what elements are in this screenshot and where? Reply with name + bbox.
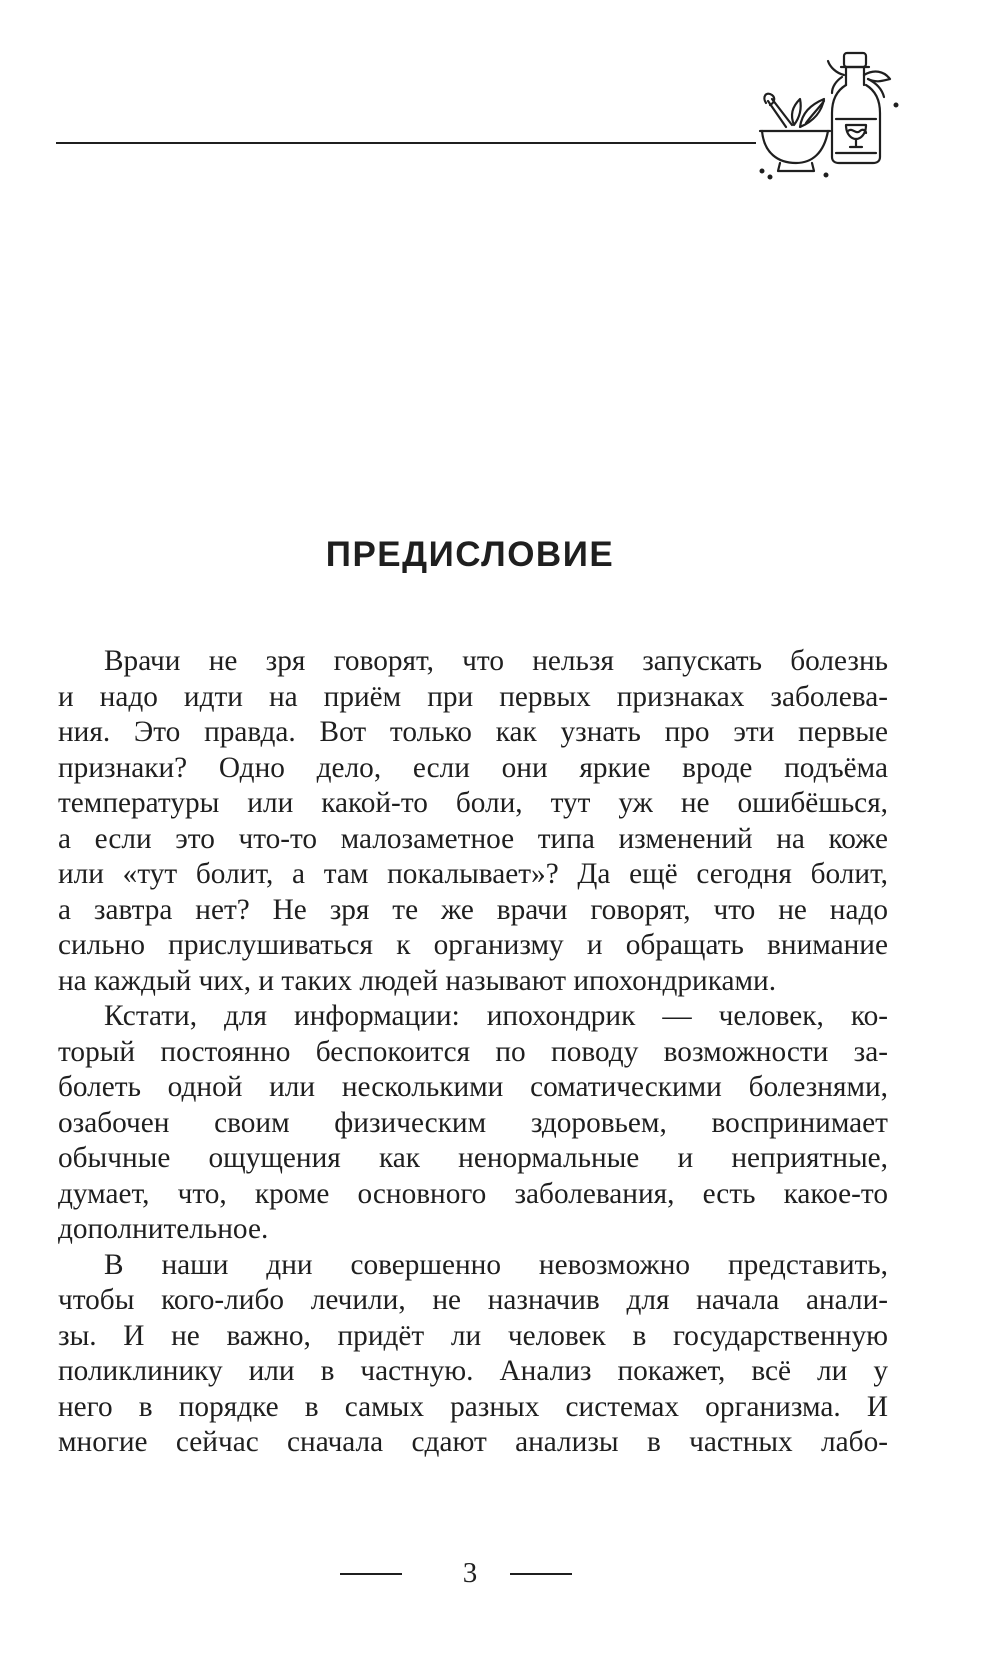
footer-dash-left: [340, 1573, 402, 1575]
paragraph-1: [58, 644, 888, 999]
text-line: Врачи не зря говорят, что нельзя запускать болезнь: [104, 645, 888, 677]
text-line: болеть одной или несколькими соматическими болезнями,: [58, 1071, 888, 1103]
text-line: или «тут болит, а там покалывает»? Да ещё сегодня болит,: [58, 858, 888, 890]
page-footer: [0, 1553, 1000, 1593]
text-line: него в порядке в самых разных системах организма. И: [58, 1390, 888, 1423]
text-line: озабочен своим физическим здоровьем, воспринимает: [58, 1106, 888, 1139]
pharmacy-mortar-and-bottle-icon: [756, 45, 916, 185]
footer-dash-right: [510, 1573, 572, 1575]
text-line: признаки? Одно дело, если они яркие вроде подъёма: [58, 751, 888, 784]
text-line: ния. Это правда. Вот только как узнать про эти первые: [58, 716, 888, 748]
text-line: и надо идти на приём при первых признаках заболева-: [58, 680, 888, 713]
paragraph-3: [58, 1248, 888, 1461]
text-line: а завтра нет? Не зря те же врачи говорят, что не надо: [58, 893, 888, 926]
text-line: Кстати, для информации: ипохондрик — человек, ко-: [104, 1000, 888, 1032]
text-line: чтобы кого-либо лечили, не назначив для начала анали-: [58, 1284, 888, 1316]
text-line: на каждый чих, и таких людей называют ипохондриками.: [58, 964, 777, 997]
text-line: дополнительное.: [58, 1213, 269, 1245]
text-line: многие сейчас сначала сдают анализы в частных лабо-: [58, 1426, 888, 1458]
text-line: обычные ощущения как ненормальные и неприятные,: [58, 1142, 888, 1174]
text-line: думает, что, кроме основного заболевания, есть какое-то: [58, 1177, 888, 1210]
body-text: [58, 644, 888, 1461]
page-number: 3: [462, 1557, 478, 1589]
text-line: сильно прислушиваться к организму и обращать внимание: [58, 929, 888, 961]
header-rule: [56, 142, 756, 144]
page-title: ПРЕДИСЛОВИЕ: [325, 535, 615, 574]
text-line: торый постоянно беспокоится по поводу возможности за-: [58, 1035, 888, 1068]
text-line: зы. И не важно, придёт ли человек в государственную: [58, 1319, 888, 1352]
text-line: поликлинику или в частную. Анализ покажет, всё ли у: [58, 1355, 888, 1387]
paragraph-2: [58, 999, 888, 1248]
text-line: температуры или какой-то боли, тут уж не ошибёшься,: [58, 787, 888, 819]
text-line: В наши дни совершенно невозможно представить,: [104, 1248, 888, 1281]
text-line: а если это что-то малозаметное типа изменений на коже: [58, 822, 888, 855]
